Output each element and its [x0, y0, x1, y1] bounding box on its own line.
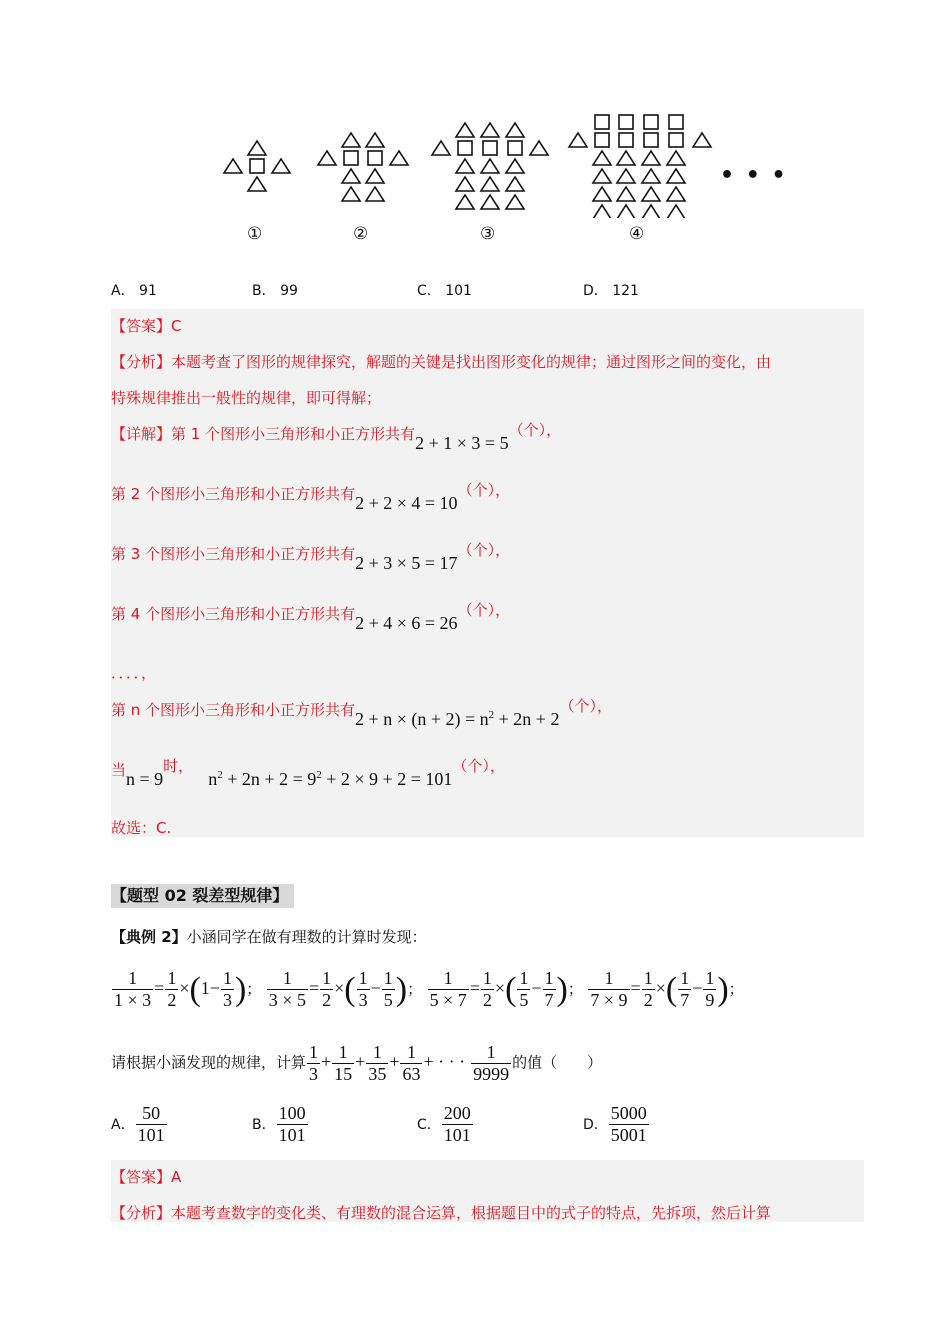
- triangle-shape: [224, 159, 242, 173]
- triangle-shape: [342, 187, 360, 201]
- square-shape: [508, 141, 522, 155]
- square-shape: [644, 115, 658, 129]
- example2-equations: [111, 968, 744, 1011]
- triangle-shape: [318, 151, 336, 165]
- triangle-shape: [272, 159, 290, 173]
- option-a: A． 91: [111, 283, 157, 299]
- figure-label-3: ③: [480, 224, 496, 244]
- triangle-shape: [642, 205, 660, 218]
- square-shape: [669, 115, 683, 129]
- triangle-shape: [481, 177, 499, 191]
- triangle-shape: [366, 169, 384, 183]
- square-shape: [595, 133, 609, 147]
- detail-general: 第 n 个图形小三角形和小正方形共有$2 + n \times (n + 2) = n^2 + 2n + 2$（个），: [111, 697, 612, 729]
- triangle-shape: [693, 133, 711, 147]
- triangle-shape: [642, 187, 660, 201]
- triangle-shape: [593, 187, 611, 201]
- triangle-shape: [506, 123, 524, 137]
- option-c: C． 101: [417, 283, 472, 299]
- triangle-shape: [481, 159, 499, 173]
- triangle-shape: [456, 123, 474, 137]
- triangle-shape: [342, 133, 360, 147]
- triangle-shape: [481, 195, 499, 209]
- figure-ellipsis: • • •: [720, 163, 788, 188]
- triangle-shape: [506, 159, 524, 173]
- triangle-shape: [506, 195, 524, 209]
- triangle-shape: [342, 169, 360, 183]
- triangle-shape: [617, 169, 635, 183]
- triangle-shape: [456, 159, 474, 173]
- triangle-shape: [593, 151, 611, 165]
- square-shape: [669, 133, 683, 147]
- triangle-shape: [667, 187, 685, 201]
- option-b: B． 99: [252, 283, 298, 299]
- pattern-figure: [215, 108, 760, 218]
- detail-step-1: 【详解】第 1 个图形小三角形和小正方形共有2 + 1 × 3 = 5（个），: [111, 421, 562, 453]
- equation-1: $\frac{1}{1 \times 3}$ = $\frac{1}{2}$ ×(1− $\frac{1}{3}$ )；: [114, 968, 262, 1010]
- example2-option-d: D． $\frac{5000}{5001}$: [583, 1103, 647, 1145]
- square-shape: [344, 151, 358, 165]
- triangle-shape: [366, 133, 384, 147]
- example2-intro: 【典例 2】小涵同学在做有理数的计算时发现：: [111, 928, 427, 946]
- figure-label-1: ①: [247, 224, 263, 244]
- triangle-shape: [667, 151, 685, 165]
- detail-step-3: 第 3 个图形小三角形和小正方形共有2 + 3 × 5 = 17（个），: [111, 541, 511, 573]
- equation-4: $\frac{1}{7 \times 9}$ = $\frac{1}{2}$ ×( $\frac{1}{7}$ − $\frac{1}{9}$ )；: [590, 968, 744, 1010]
- square-shape: [250, 159, 264, 173]
- triangle-shape: [667, 169, 685, 183]
- triangle-shape: [248, 141, 266, 155]
- triangle-shape: [593, 169, 611, 183]
- triangle-shape: [617, 205, 635, 218]
- analysis-line-2: 【分析】本题考查数字的变化类、有理数的混合运算，根据题目中的式子的特点，先拆项，然后计算: [111, 1204, 772, 1222]
- triangle-shape: [530, 141, 548, 155]
- analysis-line-1a: 【分析】本题考查了图形的规律探究，解题的关键是找出图形变化的规律；通过图形之间的变化，由: [111, 353, 772, 371]
- triangle-shape: [456, 177, 474, 191]
- example2-option-b: B． $\frac{100}{101}$: [252, 1103, 306, 1145]
- triangle-shape: [248, 177, 266, 191]
- triangle-shape: [617, 187, 635, 201]
- figure-label-4: ④: [629, 224, 645, 244]
- square-shape: [595, 115, 609, 129]
- detail-dots: ．．．．，: [111, 664, 157, 682]
- detail-when: 当n = 9时， $n^2 + 2n + 2 = 9^2 + 2 \times 9 + 2 = 101$（个），: [111, 757, 505, 789]
- example2-option-c: C． $\frac{200}{101}$: [417, 1103, 471, 1145]
- triangle-shape: [617, 151, 635, 165]
- triangle-shape: [432, 141, 450, 155]
- detail-step-2: 第 2 个图形小三角形和小正方形共有2 + 2 × 4 = 10（个），: [111, 481, 511, 513]
- analysis-line-1b: 特殊规律推出一般性的规律，即可得解；: [111, 389, 382, 407]
- triangle-shape: [390, 151, 408, 165]
- triangle-shape: [667, 205, 685, 218]
- square-shape: [458, 141, 472, 155]
- section-heading: 【题型 02 裂差型规律】: [111, 884, 294, 908]
- square-shape: [619, 115, 633, 129]
- conclusion-1: 故选：C.: [111, 819, 172, 837]
- detail-step-4: 第 4 个图形小三角形和小正方形共有2 + 4 × 6 = 26（个），: [111, 601, 511, 633]
- square-shape: [644, 133, 658, 147]
- triangle-shape: [569, 133, 587, 147]
- triangle-shape: [366, 187, 384, 201]
- triangle-shape: [506, 177, 524, 191]
- triangle-shape: [481, 123, 499, 137]
- example2-option-a: A． $\frac{50}{101}$: [111, 1103, 165, 1145]
- square-shape: [483, 141, 497, 155]
- triangle-shape: [642, 169, 660, 183]
- triangle-shape: [456, 195, 474, 209]
- figure-label-2: ②: [353, 224, 369, 244]
- option-d: D． 121: [583, 283, 639, 299]
- example2-question: 请根据小涵发现的规律，计算 $\frac{1}{3}$ + $\frac{1}{15}$ + $\frac{1}{35}$ + $\frac{1}{63}$ + · · · $\frac{1}{9999}$ 的值（ ）: [111, 1042, 603, 1084]
- answer-line-1: 【答案】C: [111, 317, 182, 335]
- square-shape: [368, 151, 382, 165]
- equation-2: $\frac{1}{3 \times 5}$ = $\frac{1}{2}$ ×( $\frac{1}{3}$ − $\frac{1}{5}$ )；: [268, 968, 423, 1010]
- triangle-shape: [593, 205, 611, 218]
- square-shape: [619, 133, 633, 147]
- answer-line-2: 【答案】A: [111, 1168, 182, 1186]
- triangle-shape: [642, 151, 660, 165]
- equation-3: $\frac{1}{5 \times 7}$ = $\frac{1}{2}$ ×( $\frac{1}{5}$ − $\frac{1}{7}$ )；: [429, 968, 583, 1010]
